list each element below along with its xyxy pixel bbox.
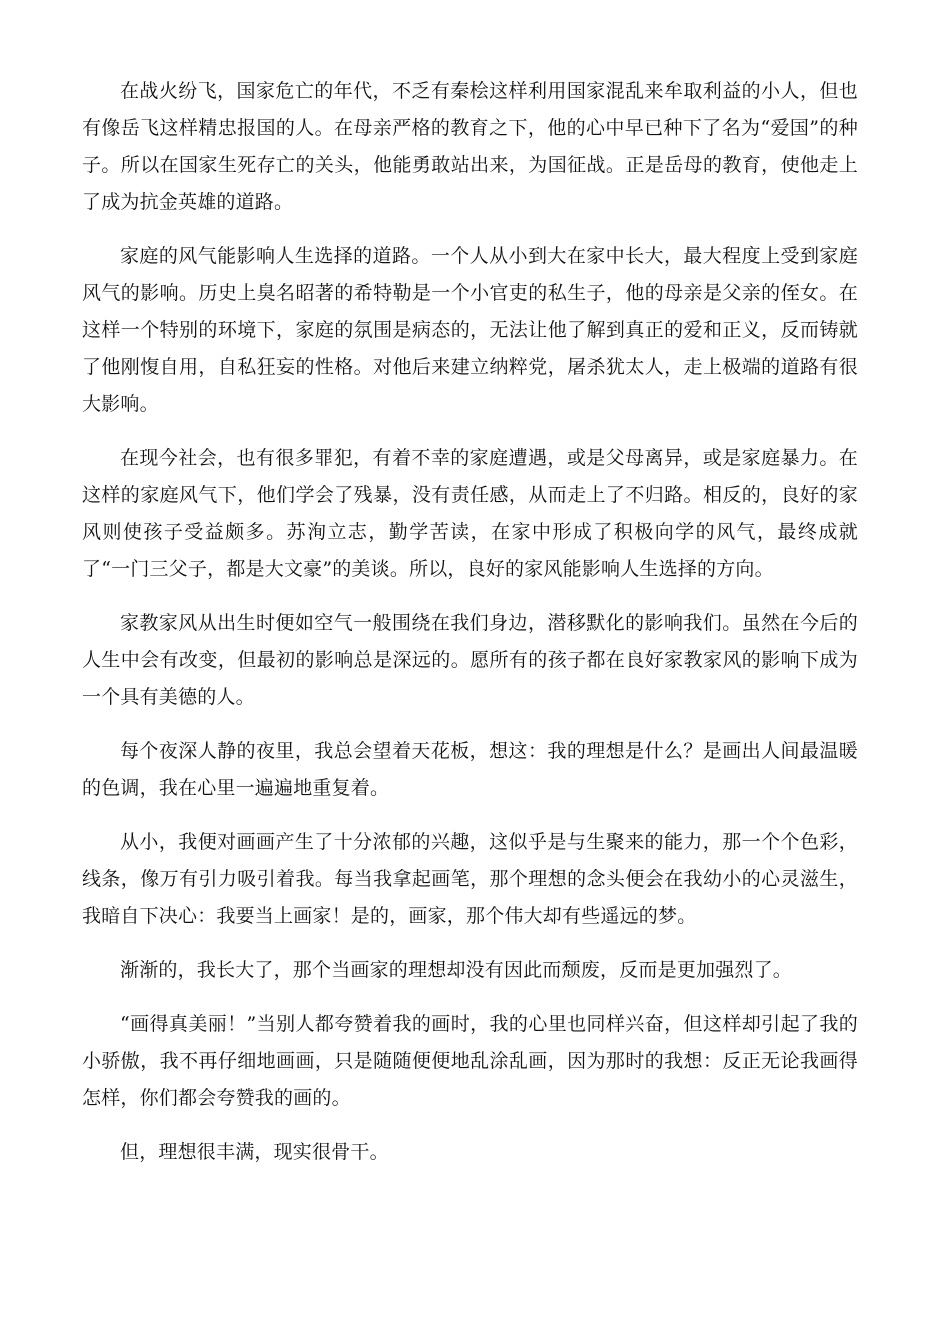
paragraph-family-education: 家教家风从出生时便如空气一般围绕在我们身边，潜移默化的影响我们。虽然在今后的人生中会有改变，但最初的影响总是深远的。愿所有的孩子都在良好家教家风的影响下成为一个具有美德的人。 xyxy=(82,612,858,708)
paragraph-family-atmosphere: 家庭的风气能影响人生选择的道路。一个人从小到大在家中长大，最大程度上受到家庭风气的影响。历史上臭名昭著的希特勒是一个小官吏的私生子，他的母亲是父亲的侄女。在这样一个特别的环境下，家庭的氛围是病态的，无法让他了解到真正的爱和正义，反而铸就了他刚愎自用，自私狂妄的性格。对他后来建立纳粹党，屠杀犹太人，走上极端的道路有很大影响。 xyxy=(82,245,858,415)
paragraph-childhood-painting: 从小，我便对画画产生了十分浓郁的兴趣，这似乎是与生聚来的能力，那一个个色彩，线条，像万有引力吸引着我。每当我拿起画笔，那个理想的念头便会在我幼小的心灵滋生，我暗自下决心：我要当上画家！是的，画家，那个伟大却有些遥远的梦。 xyxy=(82,831,858,927)
paragraph-night-dream: 每个夜深人静的夜里，我总会望着天花板，想这：我的理想是什么？是画出人间最温暖的色调，我在心里一遍遍地重复着。 xyxy=(82,740,858,799)
paragraph-modern-society: 在现今社会，也有很多罪犯，有着不幸的家庭遭遇，或是父母离异，或是家庭暴力。在这样的家庭风气下，他们学会了残暴，没有责任感，从而走上了不归路。相反的，良好的家风则使孩子受益颇多。苏洵立志，勤学苦读，在家中形成了积极向学的风气，最终成就了“一门三父子，都是大文豪”的美谈。所以，良好的家风能影响人生选择的方向。 xyxy=(82,447,858,580)
document-body xyxy=(82,73,858,1188)
paragraph-growing-up: 渐渐的，我长大了，那个当画家的理想却没有因此而颓废，反而是更加强烈了。 xyxy=(120,959,793,981)
paragraph-reality: 但，理想很丰满，现实很骨干。 xyxy=(120,1141,389,1163)
paragraph-praise: “画得真美丽！”当别人都夸赞着我的画时，我的心里也同样兴奋，但这样却引起了我的小骄傲，我不再仔细地画画，只是随随便便地乱涂乱画，因为那时的我想：反正无论我画得怎样，你们都会夸赞我的画的。 xyxy=(82,1013,858,1109)
paragraph-yue-fei: 在战火纷飞，国家危亡的年代，不乏有秦桧这样利用国家混乱来牟取利益的小人，但也有像岳飞这样精忠报国的人。在母亲严格的教育之下，他的心中早已种下了名为“爱国”的种子。所以在国家生死存亡的关头，他能勇敢站出来，为国征战。正是岳母的教育，使他走上了成为抗金英雄的道路。 xyxy=(82,80,858,213)
